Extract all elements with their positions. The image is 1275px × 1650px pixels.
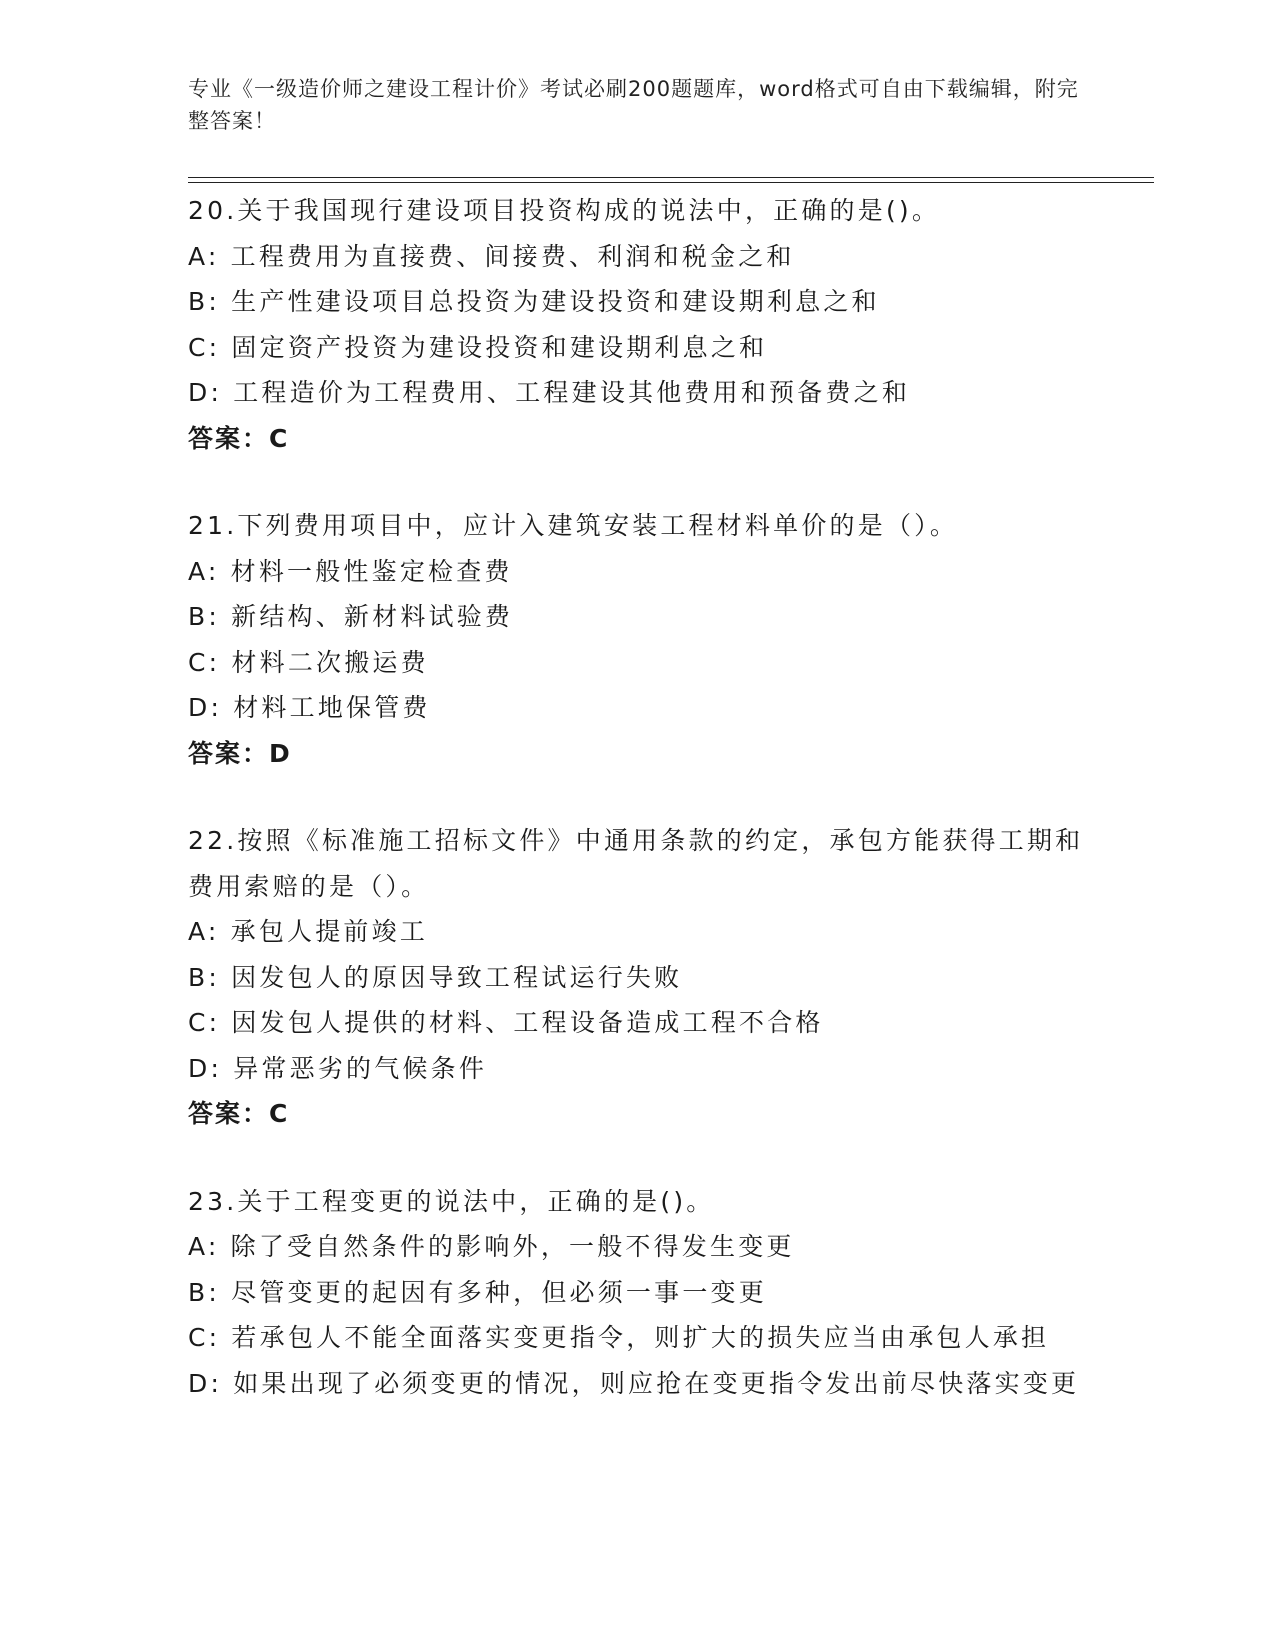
option-c: C: 材料二次搬运费 — [188, 647, 429, 677]
option-c: C: 固定资产投资为建设投资和建设期利息之和 — [188, 332, 768, 362]
document-header: 专业《一级造价师之建设工程计价》考试必刷200题题库，word格式可自由下载编辑，附完整答案！ — [188, 77, 1079, 133]
option-b: B: 尽管变更的起因有多种，但必须一事一变更 — [188, 1277, 767, 1307]
option-a: A: 除了受自然条件的影响外，一般不得发生变更 — [188, 1232, 795, 1261]
question-stem: 23.关于工程变更的说法中，正确的是()。 — [188, 1186, 715, 1216]
answer: 答案：D — [188, 738, 292, 768]
question-21 — [188, 503, 1088, 776]
option-b: B: 新结构、新材料试验费 — [188, 602, 514, 631]
header-divider-top — [188, 177, 1154, 178]
question-23 — [188, 1179, 1088, 1407]
answer: 答案：C — [188, 423, 290, 453]
question-list — [188, 188, 1088, 1448]
header-divider-bottom — [188, 182, 1154, 183]
option-c: C: 若承包人不能全面落实变更指令，则扩大的损失应当由承包人承担 — [188, 1323, 1050, 1352]
option-d: D: 异常恶劣的气候条件 — [188, 1053, 488, 1083]
question-stem: 22.按照《标准施工招标文件》中通用条款的约定，承包方能获得工期和费用索赔的是（）。 — [188, 826, 1084, 901]
question-20 — [188, 188, 1088, 461]
question-stem: 21.下列费用项目中，应计入建筑安装工程材料单价的是（）。 — [188, 511, 959, 540]
option-b: B: 因发包人的原因导致工程试运行失败 — [188, 962, 683, 992]
option-a: A: 工程费用为直接费、间接费、利润和税金之和 — [188, 241, 795, 271]
option-d: D: 工程造价为工程费用、工程建设其他费用和预备费之和 — [188, 378, 911, 407]
option-a: A: 承包人提前竣工 — [188, 917, 429, 946]
answer: 答案：C — [188, 1099, 290, 1128]
option-a: A: 材料一般性鉴定检查费 — [188, 556, 513, 586]
option-b: B: 生产性建设项目总投资为建设投资和建设期利息之和 — [188, 287, 880, 316]
question-stem: 20.关于我国现行建设项目投资构成的说法中，正确的是()。 — [188, 196, 941, 225]
option-d: D: 如果出现了必须变更的情况，则应抢在变更指令发出前尽快落实变更 — [188, 1368, 1080, 1398]
question-22 — [188, 818, 1088, 1137]
option-d: D: 材料工地保管费 — [188, 693, 431, 722]
option-c: C: 因发包人提供的材料、工程设备造成工程不合格 — [188, 1008, 824, 1037]
